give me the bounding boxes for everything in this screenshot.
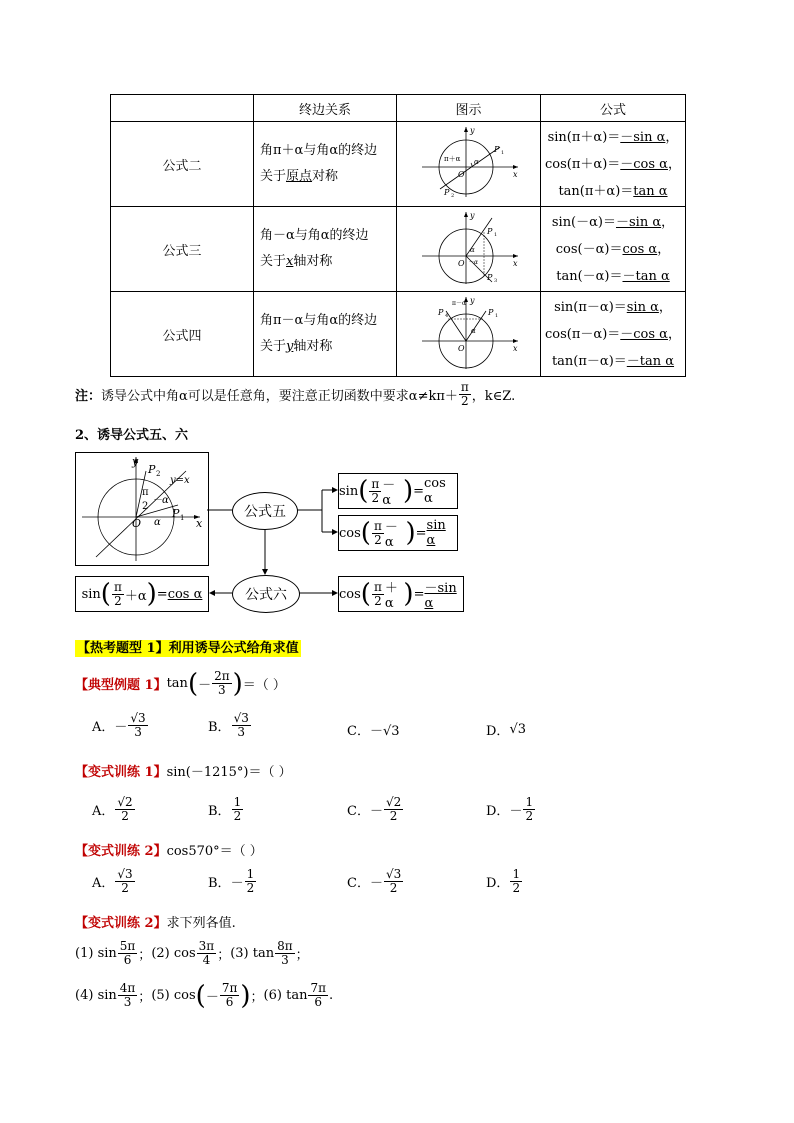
relation-prefix: 关于 xyxy=(260,254,287,269)
option-label: B． xyxy=(208,720,231,735)
point-p4-label: P xyxy=(437,308,443,317)
item-index: (2) xyxy=(151,946,170,961)
pi-label: π xyxy=(142,487,149,498)
subscript-1: 1 xyxy=(180,514,185,522)
option-b[interactable] xyxy=(208,868,257,895)
option-label: A． xyxy=(92,804,115,819)
variant-3-question xyxy=(75,912,236,931)
subscript-3: 3 xyxy=(493,278,497,284)
option-a[interactable] xyxy=(92,868,136,895)
fraction-numerator: 1 xyxy=(233,795,242,809)
relation-suffix: 轴对称 xyxy=(293,339,333,354)
fraction-numerator: π xyxy=(371,476,380,491)
formula-result: sin α xyxy=(426,518,446,548)
fraction-numerator: 7π xyxy=(310,981,326,995)
fraction-numerator: √3 xyxy=(130,711,146,725)
formula-five-cos-box: cos ( $\frac{\pi}{2}$ －α ) = sin α xyxy=(338,515,458,551)
point-p2-label: P xyxy=(443,188,449,197)
formula-result: cos α xyxy=(424,476,446,506)
option-label: B． xyxy=(208,876,231,891)
relation-suffix: 轴对称 xyxy=(293,254,333,269)
option-sign: － xyxy=(369,804,383,819)
item-index: (4) xyxy=(75,988,94,1003)
item-index: (3) xyxy=(230,946,249,961)
formula-name: 公式三 xyxy=(111,207,254,292)
option-label: C． xyxy=(347,876,370,891)
relation-line: 角π－α与角α的终边 xyxy=(260,313,378,328)
option-c[interactable] xyxy=(347,868,404,895)
option-a[interactable] xyxy=(92,712,149,739)
formula-answer: cos α xyxy=(622,241,658,257)
item-end: ； xyxy=(138,990,152,1005)
origin-label: O xyxy=(457,170,465,179)
variant-tag: 【变式训练 1】 xyxy=(75,765,167,780)
fraction-numerator: π xyxy=(373,579,382,594)
relation-answer: x xyxy=(286,254,294,269)
option-b[interactable] xyxy=(208,712,252,739)
formula-lhs: sin(π＋α)＝ xyxy=(547,129,621,145)
item-end: ； xyxy=(138,948,152,963)
relation-answer: y xyxy=(286,339,294,354)
relation-line: 角－α与角α的终边 xyxy=(260,228,369,243)
relation-prefix: 关于 xyxy=(260,339,287,354)
formula-end: ， xyxy=(658,299,672,315)
fraction-denominator: 4 xyxy=(202,953,211,967)
option-d[interactable] xyxy=(486,796,536,823)
note-label: 注： xyxy=(75,389,102,404)
axis-x-label: x xyxy=(512,344,518,353)
fraction-denominator: 2 xyxy=(512,881,521,895)
option-label: A． xyxy=(92,876,115,891)
variant-1-question xyxy=(75,761,292,780)
header-cell-formula: 公式 xyxy=(541,95,686,122)
formula-answer: tan α xyxy=(633,183,668,199)
formula-answer: －sin α xyxy=(620,129,666,145)
example-tag: 【典型例题 1】 xyxy=(75,678,167,693)
hot-topic-text: 【热考题型 1】利用诱导公式给角求值 xyxy=(77,641,299,656)
question-text: sin(－1215°)＝（ ） xyxy=(166,765,292,780)
question-tail: ＝（ ） xyxy=(242,678,286,693)
fraction-numerator: 2π xyxy=(214,669,230,683)
formula-six-sin-box: sin ( $\frac{\pi}{2}$ ＋α ) = cos α xyxy=(75,576,209,612)
formula-lhs: sin(－α)＝ xyxy=(551,214,616,230)
fraction-denominator: 3 xyxy=(281,953,289,967)
fn-tail: ＋α xyxy=(384,581,398,611)
option-a[interactable] xyxy=(92,796,136,823)
fraction-numerator: 3π xyxy=(198,939,215,953)
formula-name: 公式四 xyxy=(111,292,254,377)
fraction-numerator: 5π xyxy=(119,939,136,953)
formula-six-node: 公式六 xyxy=(232,575,300,613)
variant-tag: 【变式训练 2】 xyxy=(75,916,167,931)
angle-label-2: α xyxy=(470,327,476,335)
item-end: ； xyxy=(217,948,231,963)
fraction-numerator: 8π xyxy=(277,939,293,953)
note-text-end: ，k∈Z. xyxy=(471,389,516,404)
fraction-denominator: 2 xyxy=(121,809,129,823)
sign: － xyxy=(205,990,219,1005)
option-sign: － xyxy=(230,876,244,891)
option-c[interactable] xyxy=(347,720,400,739)
fraction-denominator: 2 xyxy=(114,593,122,608)
formula-end: ， xyxy=(665,129,679,145)
item-index: (6) xyxy=(263,988,282,1003)
fn-tail: ＋α xyxy=(124,588,147,604)
subscript-2: 2 xyxy=(450,193,454,199)
formula-five-node: 公式五 xyxy=(232,492,298,530)
fraction-denominator: 3 xyxy=(134,725,142,739)
fraction-numerator: √3 xyxy=(385,867,402,881)
variant-3-line-2: (4) sin $\frac{4\pi}{3}$ ； (5) cos ( － $\frac{7\pi}{6}$ ) ； (6) tan $\frac{7\pi}{6}$ . xyxy=(75,980,334,1011)
formula-answer: －cos α xyxy=(620,326,668,342)
header-cell-figure: 图示 xyxy=(397,95,541,122)
fraction-numerator: √3 xyxy=(233,711,249,725)
fraction-denominator: 2 xyxy=(525,809,534,823)
fn-name: sin xyxy=(81,586,101,602)
origin-label: O xyxy=(457,344,465,353)
fraction-denominator: 2 xyxy=(389,881,398,895)
item-end: ； xyxy=(295,948,309,963)
option-sign: － xyxy=(114,720,128,735)
relation-prefix: 关于 xyxy=(260,169,287,184)
point-p2-label: P xyxy=(148,463,156,476)
origin-label: O xyxy=(132,517,142,530)
fraction-denominator: 2 xyxy=(246,881,255,895)
fraction-numerator: √2 xyxy=(117,795,133,809)
formula-lhs: tan(π－α)＝ xyxy=(551,353,627,369)
axis-x-label: x xyxy=(512,170,518,179)
formula-lhs: cos(π－α)＝ xyxy=(545,326,621,342)
fn-name: cos xyxy=(339,586,361,602)
equals: = xyxy=(413,483,425,499)
formula-result: －sin α xyxy=(424,581,457,611)
subscript-1: 1 xyxy=(500,150,504,156)
alpha-label: α xyxy=(154,517,161,528)
fraction-denominator: 6 xyxy=(225,995,234,1009)
question-text: 求下列各值. xyxy=(166,916,236,931)
angle-label-1: α xyxy=(469,246,475,254)
header-cell-relation: 终边关系 xyxy=(254,95,397,122)
formula-answer: －tan α xyxy=(622,268,670,284)
formula-answer: sin α xyxy=(626,299,659,315)
option-c[interactable] xyxy=(347,796,404,823)
axis-y-label: y xyxy=(469,296,475,305)
fraction-numerator: π xyxy=(373,518,382,533)
sign: － xyxy=(198,678,212,693)
option-label: A． xyxy=(92,720,115,735)
fn-tail: －α xyxy=(382,478,396,508)
fn-name: tan xyxy=(252,946,275,961)
angle-label-1: π－α xyxy=(451,300,466,307)
item-index: (5) xyxy=(151,988,170,1003)
option-sign: － xyxy=(369,876,383,891)
fn-name: cos xyxy=(339,525,361,541)
formula-end: ， xyxy=(667,326,681,342)
variant-2-question xyxy=(75,840,263,859)
line-y-equals-x-label: y=x xyxy=(170,475,190,486)
variant-tag: 【变式训练 2】 xyxy=(75,844,167,859)
variant-3-line-1 xyxy=(75,940,309,967)
fraction-numerator: π xyxy=(460,380,469,394)
option-label: D． xyxy=(486,876,510,891)
fraction-denominator: 2 xyxy=(374,532,382,547)
subscript-4: 4 xyxy=(444,313,448,319)
note-text: 诱导公式中角α可以是任意角，要注意正切函数中要求α≠kπ＋ xyxy=(101,389,458,404)
fraction-numerator: π xyxy=(113,579,122,594)
point-p1-label: P xyxy=(172,507,180,520)
axis-x-label: x xyxy=(512,259,518,268)
fraction-denominator: 2 xyxy=(389,809,398,823)
fn-name: sin xyxy=(97,988,117,1003)
fraction-denominator: 3 xyxy=(237,725,246,739)
formula-answer: －cos α xyxy=(620,156,668,172)
formula-end: ， xyxy=(657,241,671,257)
formula-lhs: cos(π＋α)＝ xyxy=(545,156,621,172)
formula-lhs: cos(－α)＝ xyxy=(555,241,623,257)
option-b[interactable] xyxy=(208,796,244,823)
angle-label-2: －α xyxy=(467,259,478,266)
item-end: . xyxy=(328,988,334,1003)
equals: = xyxy=(156,586,168,602)
fraction-numerator: √3 xyxy=(117,867,133,881)
option-label: D． xyxy=(486,804,510,819)
fn-name: sin xyxy=(339,483,359,499)
fraction-numerator: 1 xyxy=(512,867,521,881)
formula-five-sin-box: sin ( $\frac{\pi}{2}$ －α ) = cos α xyxy=(338,473,458,509)
fn-name: cos xyxy=(173,946,196,961)
point-p1-label: P xyxy=(486,227,492,236)
fraction-denominator: 2 xyxy=(461,394,469,408)
formula-answer: －sin α xyxy=(615,214,662,230)
minus-alpha-label: －α xyxy=(152,495,169,506)
fraction-denominator: 3 xyxy=(218,683,226,697)
formula-lhs: tan(π＋α)＝ xyxy=(558,183,634,199)
fraction-denominator: 3 xyxy=(123,995,132,1009)
section-title: 2、诱导公式五、六 xyxy=(75,428,189,443)
point-p3-label: P xyxy=(486,273,492,282)
option-sign: － xyxy=(509,804,523,819)
option-label: B． xyxy=(208,804,231,819)
fraction-numerator: 7π xyxy=(221,981,238,995)
axis-y-label: y xyxy=(469,211,475,220)
option-d[interactable] xyxy=(486,868,523,895)
relation-answer: 原点 xyxy=(286,169,313,184)
item-index: (1) xyxy=(75,946,94,961)
axis-y-label: y xyxy=(469,126,475,135)
option-label: C． xyxy=(347,724,370,739)
fraction-denominator: 6 xyxy=(314,995,323,1009)
angle-label-2: α xyxy=(473,158,479,166)
point-p1-label: P xyxy=(493,145,499,154)
formula-name: 公式二 xyxy=(111,122,254,207)
equals: = xyxy=(413,586,425,602)
fn-name: cos xyxy=(173,988,196,1003)
axis-y-label: y xyxy=(132,455,139,468)
example-1-question: 【典型例题 1】 tan ( － $\frac{2\pi}{3}$ ) ＝（ ） xyxy=(75,668,286,699)
fraction-denominator: 2 xyxy=(371,490,380,505)
subscript-2: 2 xyxy=(156,470,161,478)
two-label: 2 xyxy=(142,501,149,512)
option-d[interactable] xyxy=(486,720,526,739)
fraction-denominator: 2 xyxy=(374,593,382,608)
relation-suffix: 对称 xyxy=(312,169,339,184)
fraction-numerator: 4π xyxy=(119,981,136,995)
angle-label-1: π＋α xyxy=(443,155,460,163)
formula-end: ， xyxy=(667,156,681,172)
option-label: D． xyxy=(486,724,510,739)
origin-label: O xyxy=(457,259,465,268)
option-value: －√3 xyxy=(369,724,400,739)
relation-line: 角π＋α与角α的终边 xyxy=(260,143,378,158)
formula-answer: －tan α xyxy=(626,353,675,369)
fn-name: sin xyxy=(97,946,117,961)
fraction-denominator: 2 xyxy=(233,809,242,823)
subscript-1: 1 xyxy=(493,232,497,238)
fn-name: tan xyxy=(286,988,308,1003)
formula-result: cos α xyxy=(167,586,203,602)
formula-lhs: sin(π－α)＝ xyxy=(554,299,627,315)
fraction-numerator: 1 xyxy=(246,867,255,881)
point-p1-label: P xyxy=(487,308,493,317)
fraction-denominator: 6 xyxy=(123,953,132,967)
fraction-numerator: 1 xyxy=(525,795,534,809)
option-label: C． xyxy=(347,804,370,819)
fn-name: tan xyxy=(166,676,188,691)
item-end: ； xyxy=(250,990,264,1005)
equals: = xyxy=(415,525,427,541)
question-text: cos570°＝（ ） xyxy=(166,844,263,859)
hot-topic-heading xyxy=(75,637,301,656)
formula-lhs: tan(－α)＝ xyxy=(556,268,623,284)
fraction-denominator: 2 xyxy=(121,881,129,895)
axis-x-label: x xyxy=(196,517,203,530)
option-value: √3 xyxy=(509,722,526,737)
fraction-numerator: √2 xyxy=(385,795,402,809)
subscript-1: 1 xyxy=(494,313,498,319)
formula-six-cos-box: cos ( $\frac{\pi}{2}$ ＋α ) = －sin α xyxy=(338,576,464,612)
formula-end: ， xyxy=(661,214,675,230)
fn-tail: －α xyxy=(384,520,398,550)
